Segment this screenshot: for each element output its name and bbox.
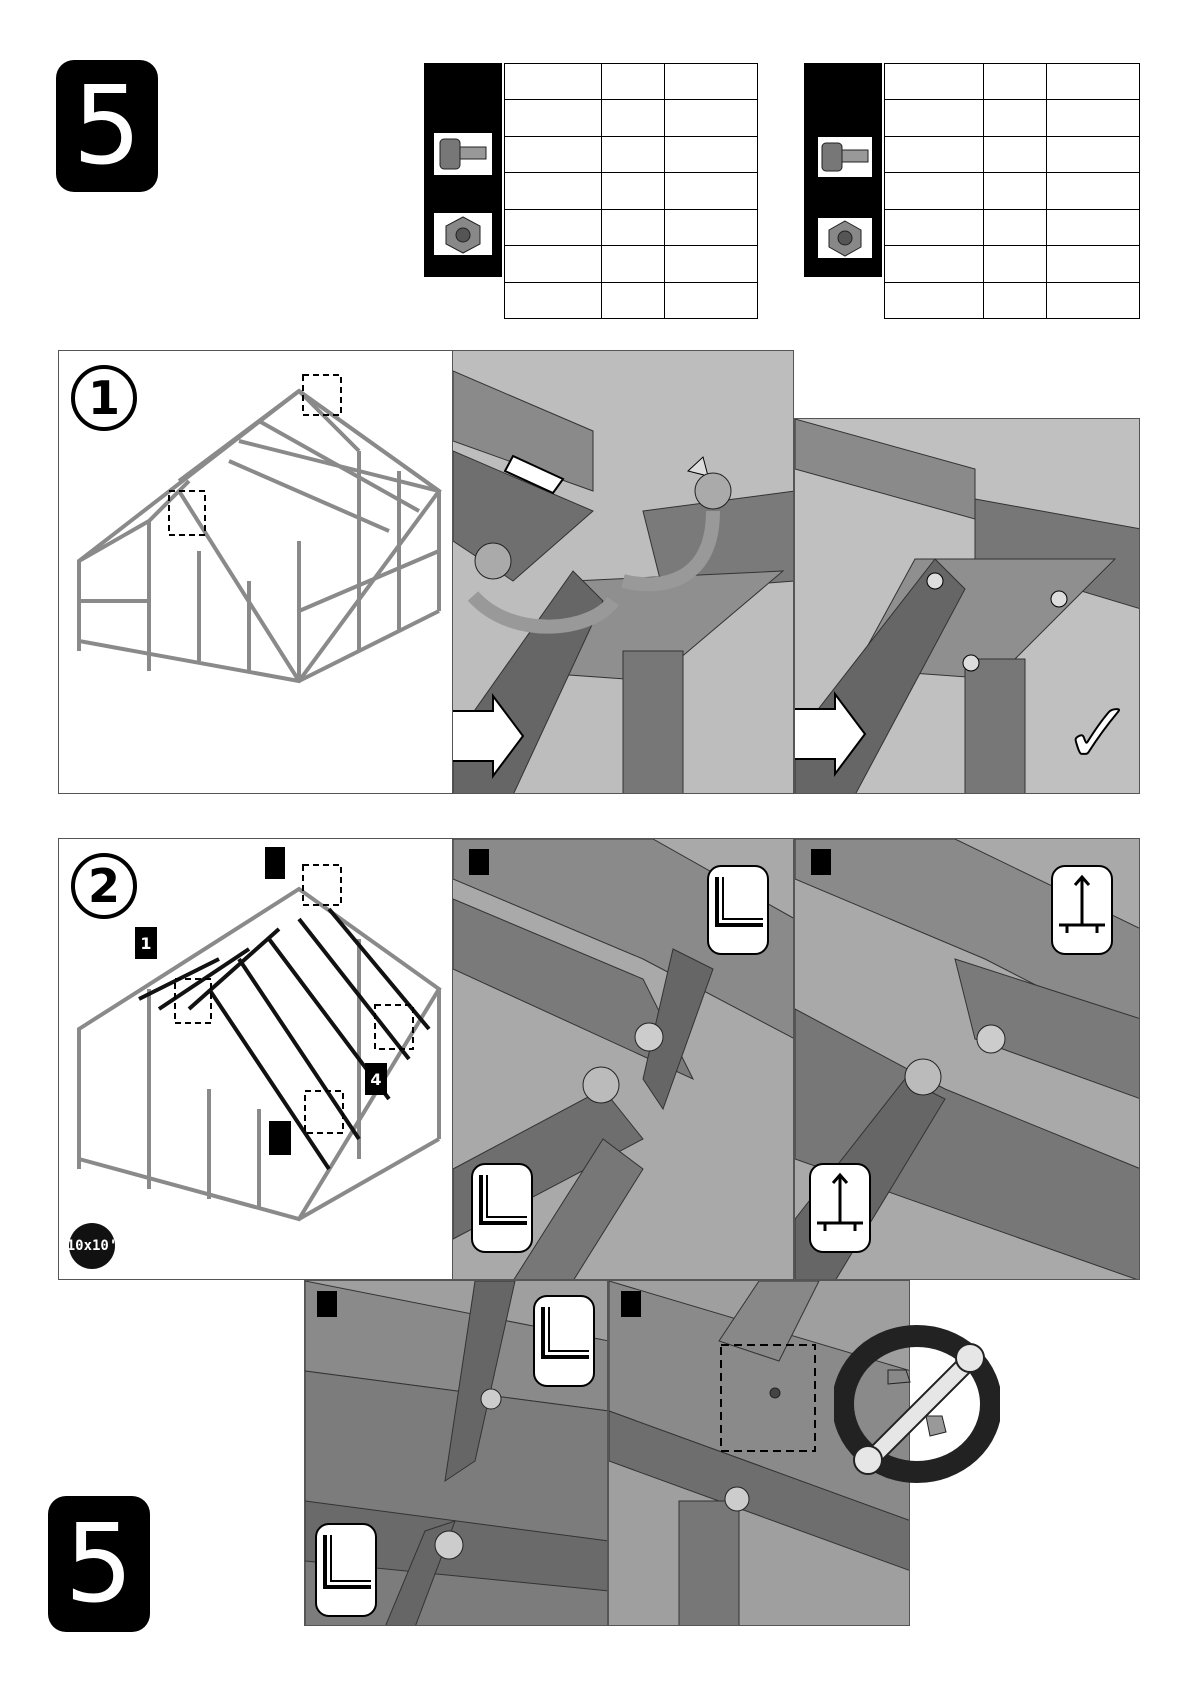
section-2-detail-c xyxy=(304,1280,608,1626)
greenhouse-size-badge: 10x10' xyxy=(69,1223,115,1269)
section-2-detail-a xyxy=(452,838,794,1280)
angle-profile-icon xyxy=(315,1523,377,1617)
parts-table-2-grid xyxy=(884,63,1140,319)
detail-c-tag xyxy=(317,1291,337,1317)
detail-d-tag xyxy=(621,1291,641,1317)
detail-a-tag xyxy=(469,849,489,875)
angle-profile-icon xyxy=(471,1163,533,1253)
greenhouse-roof-bars-illustration xyxy=(59,839,454,1280)
section-2-overview-panel xyxy=(58,838,454,1280)
angle-profile-icon xyxy=(533,1295,595,1387)
nut-icon xyxy=(818,218,872,258)
angle-profile-icon xyxy=(707,865,769,955)
bolt-icon xyxy=(818,137,872,177)
checkmark-icon: ✓ xyxy=(1063,684,1134,782)
nut-icon xyxy=(434,213,492,255)
section-1-detail-after xyxy=(794,418,1140,794)
section-1-overview-panel xyxy=(58,350,454,794)
greenhouse-frame-illustration xyxy=(59,351,454,794)
ridge-connection-detail xyxy=(453,351,794,794)
section-1-marker: 1 xyxy=(71,365,137,431)
step-number-badge-bottom xyxy=(48,1496,150,1632)
t-profile-icon xyxy=(809,1163,871,1253)
callout-tag-4: 4 xyxy=(365,1063,387,1095)
section-2-marker: 2 xyxy=(71,853,137,919)
callout-tag-top xyxy=(265,847,285,879)
step-number-badge xyxy=(56,60,158,192)
detail-b-tag xyxy=(811,849,831,875)
step-number: 5 xyxy=(64,1501,134,1627)
bolt-icon xyxy=(434,133,492,175)
callout-tag-bottom xyxy=(269,1121,291,1155)
t-profile-icon xyxy=(1051,865,1113,955)
step-number: 5 xyxy=(72,63,142,189)
section-1-detail-before xyxy=(452,350,794,794)
parts-table-1-grid xyxy=(504,63,758,319)
callout-tag-1: 1 xyxy=(135,927,157,959)
section-2-detail-b xyxy=(794,838,1140,1280)
tighten-wrench-icon xyxy=(834,1324,1000,1484)
